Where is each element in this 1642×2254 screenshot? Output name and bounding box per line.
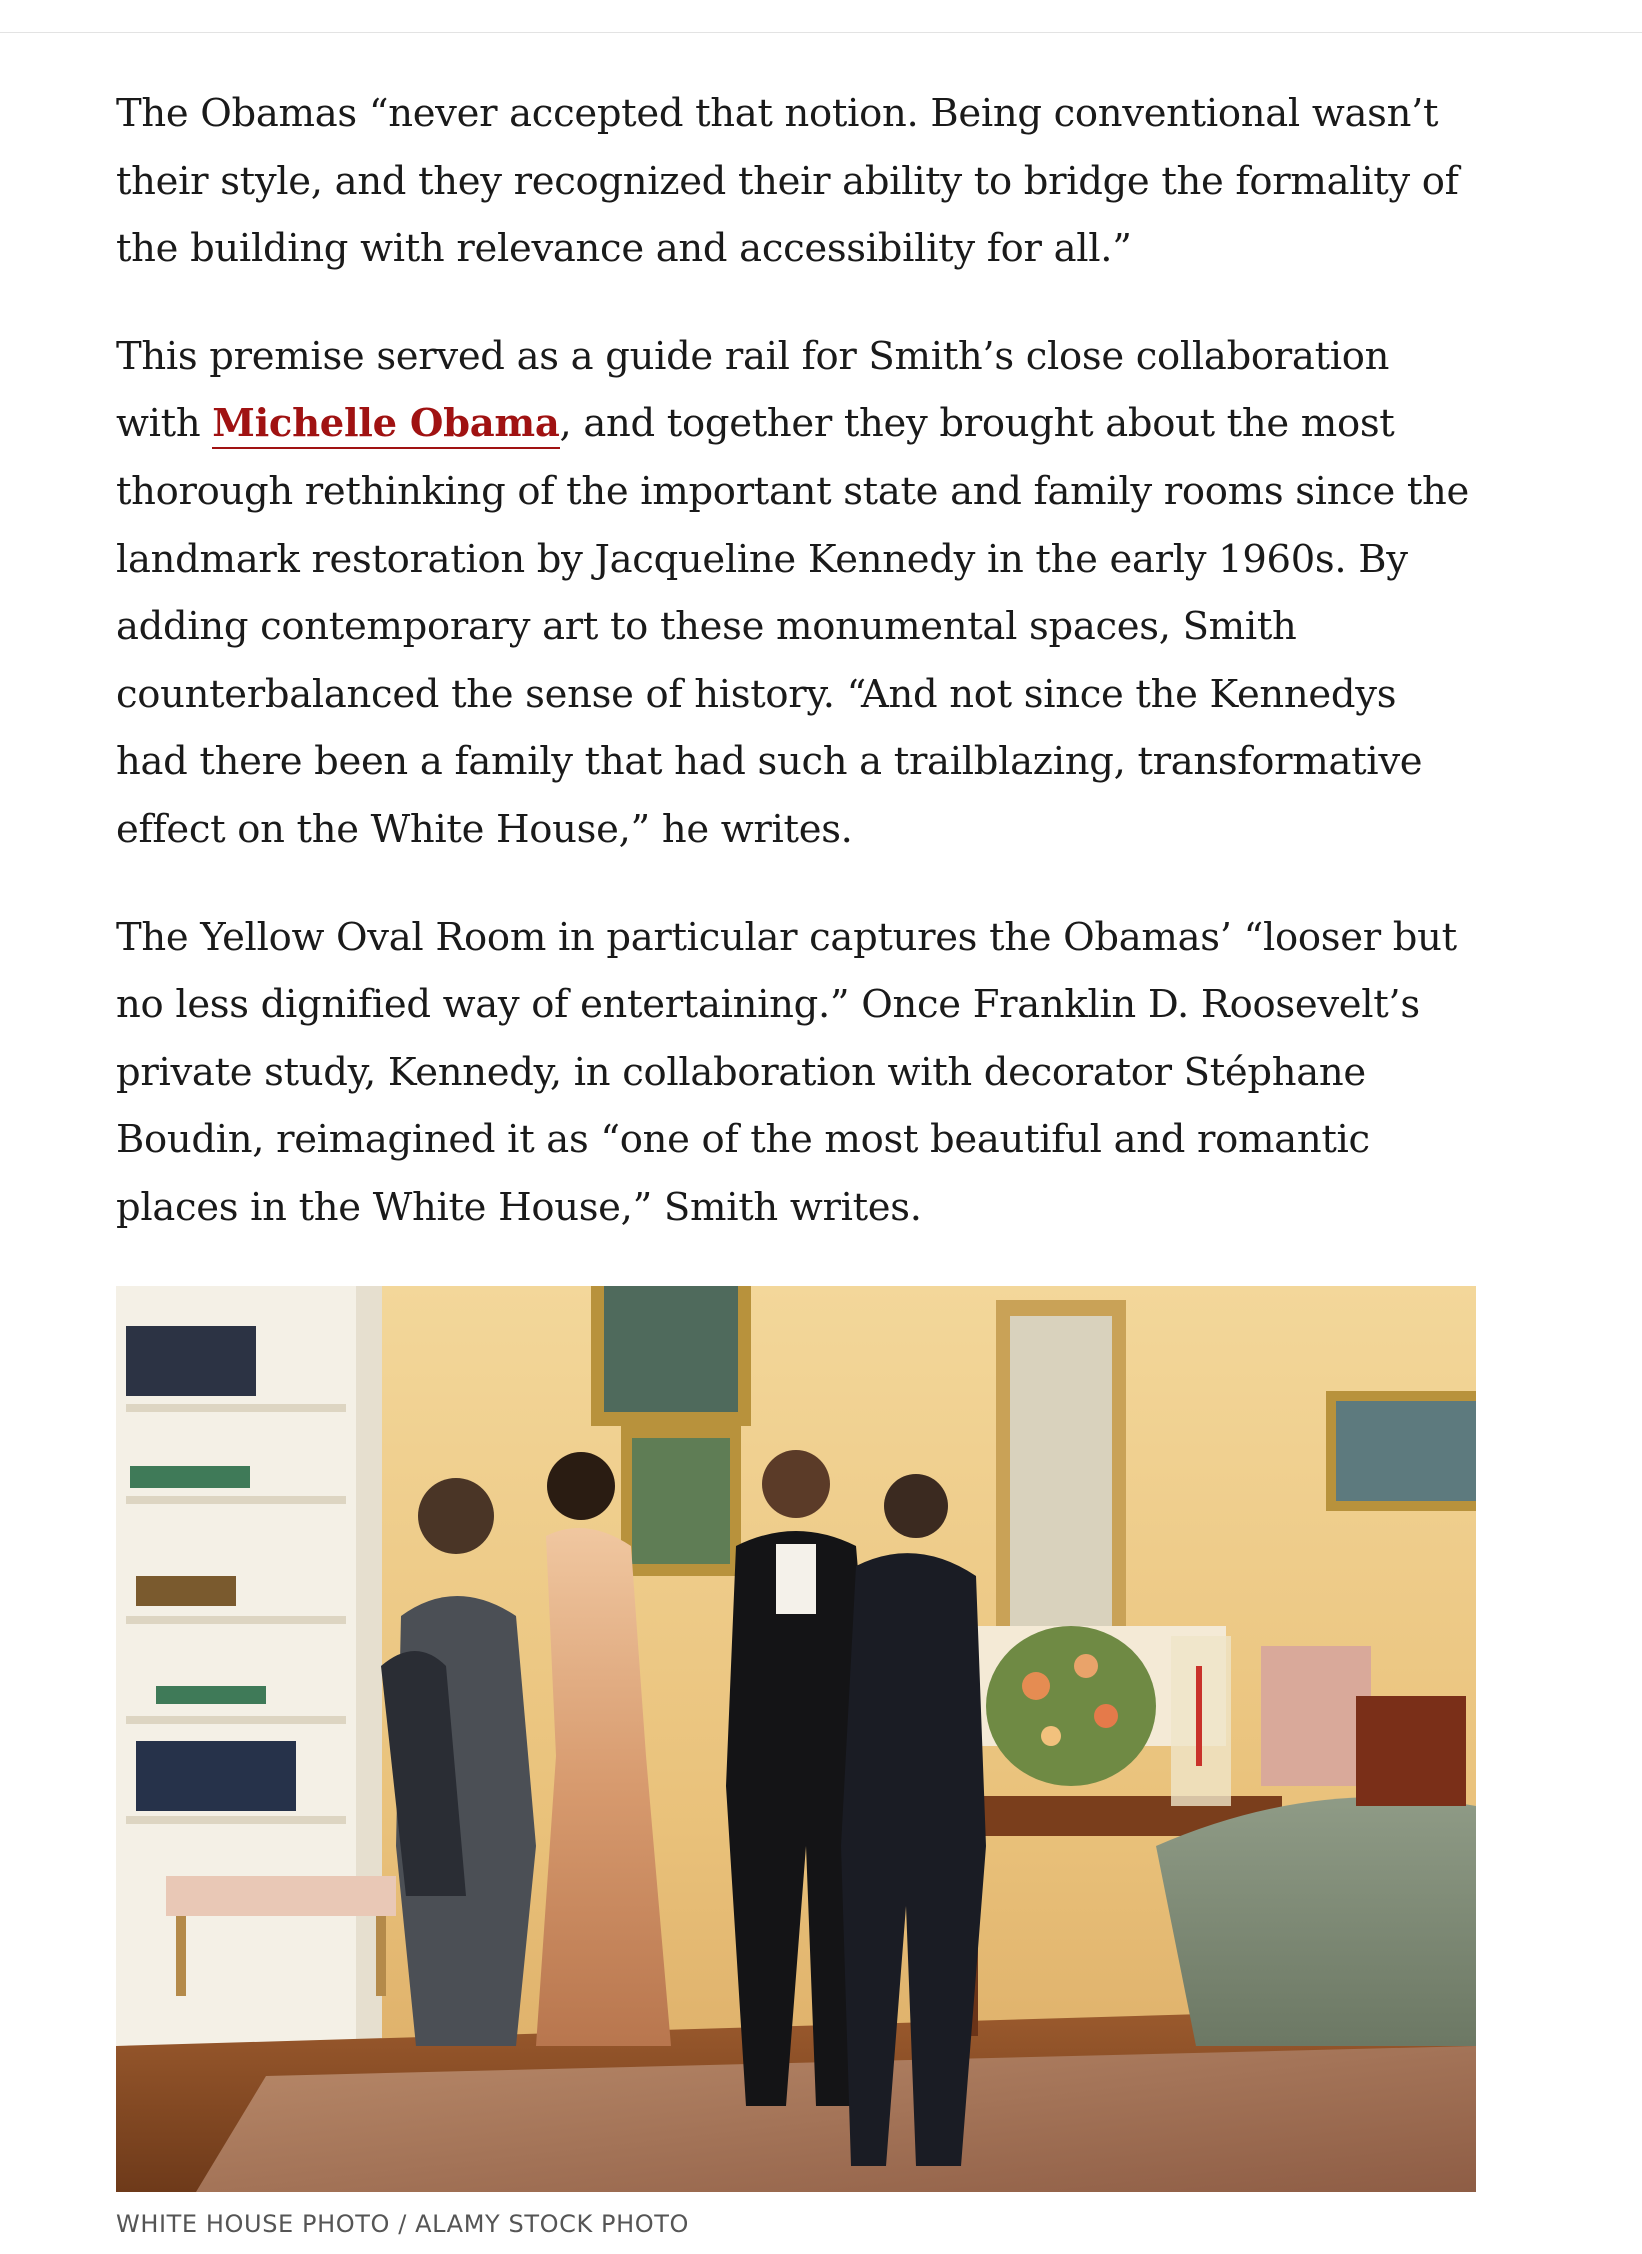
photo-credit-caption: WHITE HOUSE PHOTO / ALAMY STOCK PHOTO (116, 2210, 689, 2238)
article-paragraph-3: The Yellow Oval Room in particular captures the Obamas’ “looser but no less dignified way of entertaining.” Once Franklin D. Roosevelt’s private study, Kennedy, in collaboration with decorator Stéphane Boudin, reimagined it as “one of the most beautiful and romantic places in the White House,” Smith writes. (116, 914, 1457, 1230)
top-divider (0, 0, 1642, 33)
yellow-oval-room-photo (116, 1286, 1476, 2192)
article-paragraph-1: The Obamas “never accepted that notion. Being conventional wasn’t their style, and they recognized their ability to bridge the formality of the building with relevance and accessibility for all.” (116, 91, 1459, 272)
article-figure (116, 1286, 1476, 2238)
paragraph-2-text-after: , and together they brought about the most thorough rethinking of the important state and family rooms since the landmark restoration by Jacqueline Kennedy in the early 1960s. By adding contemporary art to these monumental spaces, Smith counterbalanced the sense of history. “And not since the Kennedys had there been a family that had such a trailblazing, transformative effect on the White House,” he writes. (116, 401, 1470, 852)
paragraph-2-text-before: This premise served as a guide rail for Smith’s close collaboration with (116, 333, 1390, 447)
article-paragraph-2 (116, 323, 1476, 864)
article-body (116, 80, 1476, 1282)
photo-illustration (116, 1286, 1476, 2192)
michelle-obama-link[interactable]: Michelle Obama (212, 401, 559, 449)
